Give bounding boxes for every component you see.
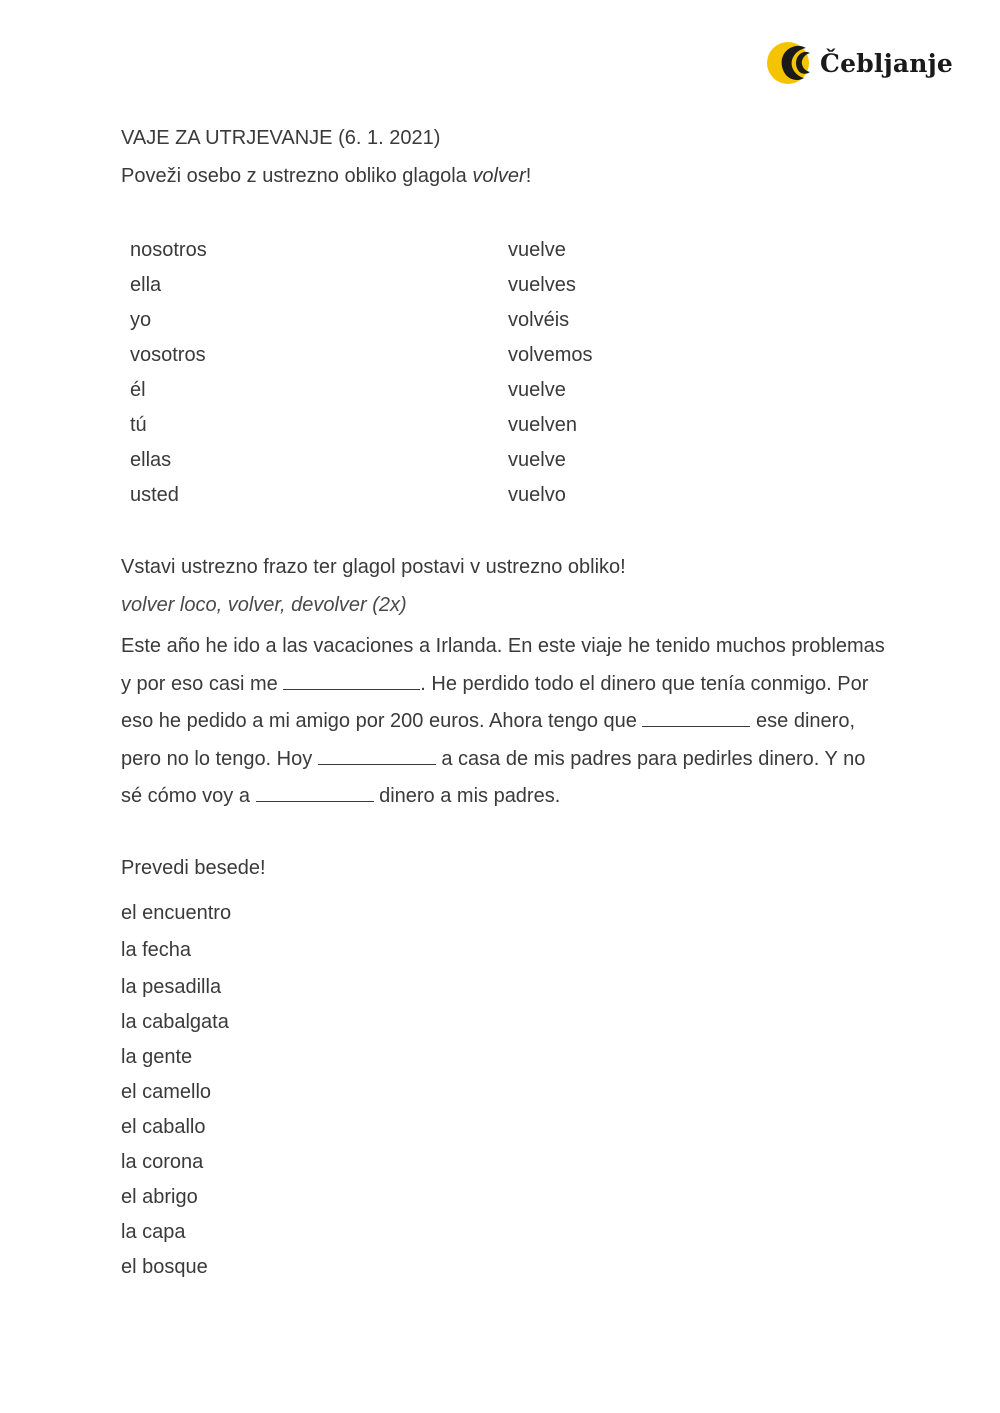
verb-form[interactable]: vuelvo xyxy=(508,484,566,506)
answer-blank-1[interactable] xyxy=(283,667,420,690)
vocab-item: la gente xyxy=(121,1045,193,1068)
vocab-item: la pesadilla xyxy=(121,975,222,998)
exercise1-instruction: Poveži osebo z ustrezno obliko glagola volver! xyxy=(121,165,532,187)
exercise3 xyxy=(121,853,891,1285)
person[interactable]: tú xyxy=(130,414,147,436)
exercise3-instruction: Prevedi besede! xyxy=(121,856,266,879)
person[interactable]: usted xyxy=(130,484,179,506)
verb-form[interactable]: volvéis xyxy=(508,309,570,331)
exercise2 xyxy=(121,552,891,816)
bee-logo-icon xyxy=(766,38,814,88)
verb-form[interactable]: vuelves xyxy=(508,274,576,296)
vocab-item: la corona xyxy=(121,1150,204,1173)
vocab-item: la cabalgata xyxy=(121,1010,229,1033)
verb-form[interactable]: volvemos xyxy=(508,344,593,366)
answer-blank-4[interactable] xyxy=(256,779,374,802)
paragraph-line: pero no lo tengo. Hoy a casa de mis padres para pedirles dinero. Y no xyxy=(121,741,891,779)
person[interactable]: vosotros xyxy=(130,344,206,366)
vocabulary-list xyxy=(121,895,891,1285)
verb-form[interactable]: vuelve xyxy=(508,449,566,471)
page-title: VAJE ZA UTRJEVANJE (6. 1. 2021) xyxy=(121,127,441,149)
person[interactable]: yo xyxy=(130,309,152,331)
vocab-item: el caballo xyxy=(121,1115,206,1138)
person[interactable]: ellas xyxy=(130,449,172,471)
person[interactable]: él xyxy=(130,379,146,401)
worksheet xyxy=(121,123,891,1285)
brand-logo xyxy=(766,38,953,88)
person[interactable]: ella xyxy=(130,274,162,296)
answer-blank-3[interactable] xyxy=(318,742,436,765)
paragraph-line: Este año he ido a las vacaciones a Irlanda. En este viaje he tenido muchos problemas xyxy=(121,635,885,657)
logo-text: Čebljanje xyxy=(820,48,953,78)
vocab-item: el encuentro xyxy=(121,901,232,924)
exercise2-instruction: Vstavi ustrezno frazo ter glagol postavi v ustrezno obliko! xyxy=(121,556,626,578)
vocab-item: el camello xyxy=(121,1080,212,1103)
vocab-item: la fecha xyxy=(121,939,192,961)
vocab-item: la capa xyxy=(121,1220,186,1243)
paragraph-line: y por eso casi me . He perdido todo el dinero que tenía conmigo. Por xyxy=(121,666,891,704)
verb-form[interactable]: vuelve xyxy=(508,239,566,261)
verb-form[interactable]: vuelven xyxy=(508,414,577,436)
gap-fill-paragraph xyxy=(121,628,891,816)
verb-form[interactable]: vuelve xyxy=(508,379,566,401)
matching-table xyxy=(130,235,891,510)
person[interactable]: nosotros xyxy=(130,239,207,261)
verb-volver: volver xyxy=(472,165,526,187)
vocab-item: el bosque xyxy=(121,1255,208,1278)
vocab-item: el abrigo xyxy=(121,1185,198,1208)
paragraph-line: eso he pedido a mi amigo por 200 euros. Ahora tengo que ese dinero, xyxy=(121,703,891,741)
answer-blank-2[interactable] xyxy=(642,704,750,727)
exercise2-hint: volver loco, volver, devolver (2x) xyxy=(121,594,407,616)
paragraph-line: sé cómo voy a dinero a mis padres. xyxy=(121,778,891,816)
